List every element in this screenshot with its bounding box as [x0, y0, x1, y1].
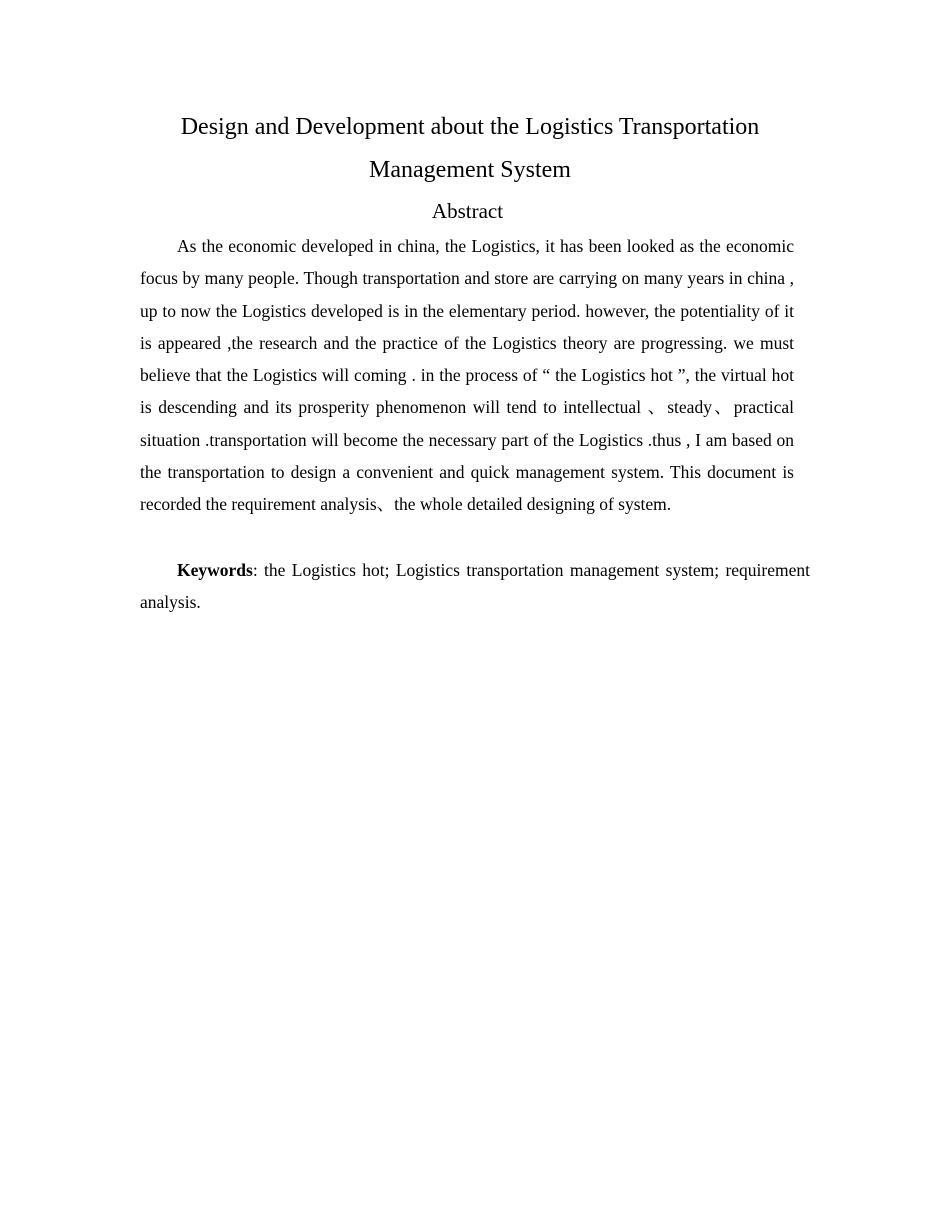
- document-title-line-1: Design and Development about the Logistics Transportation: [180, 114, 760, 140]
- keywords-label: Keywords: [177, 560, 253, 580]
- document-title-line-2: Management System: [369, 157, 571, 183]
- keywords-text: : the Logistics hot; Logistics transportation management system; requirement analysis.: [140, 560, 810, 613]
- abstract-paragraph: As the economic developed in china, the Logistics, it has been looked as the economic focus by many people. Though transportation and store are carrying on many years in china , up to now the Logistics developed is in the elementary period. however, the potentiality of it is appeared ,the research and the practice of the Logistics theory are progressing. we must believe that the Logistics will coming . in the process of “ the Logistics hot ”, the virtual hot is descending and its prosperity phenomenon will tend to intellectual 、steady、practical situation .transportation will become the necessary part of the Logistics .thus , I am based on the transportation to design a convenient and quick management system. This document is recorded the requirement analysis、the whole detailed designing of system.: [140, 236, 794, 515]
- abstract-heading: Abstract: [431, 199, 504, 223]
- keywords-paragraph: [140, 554, 810, 619]
